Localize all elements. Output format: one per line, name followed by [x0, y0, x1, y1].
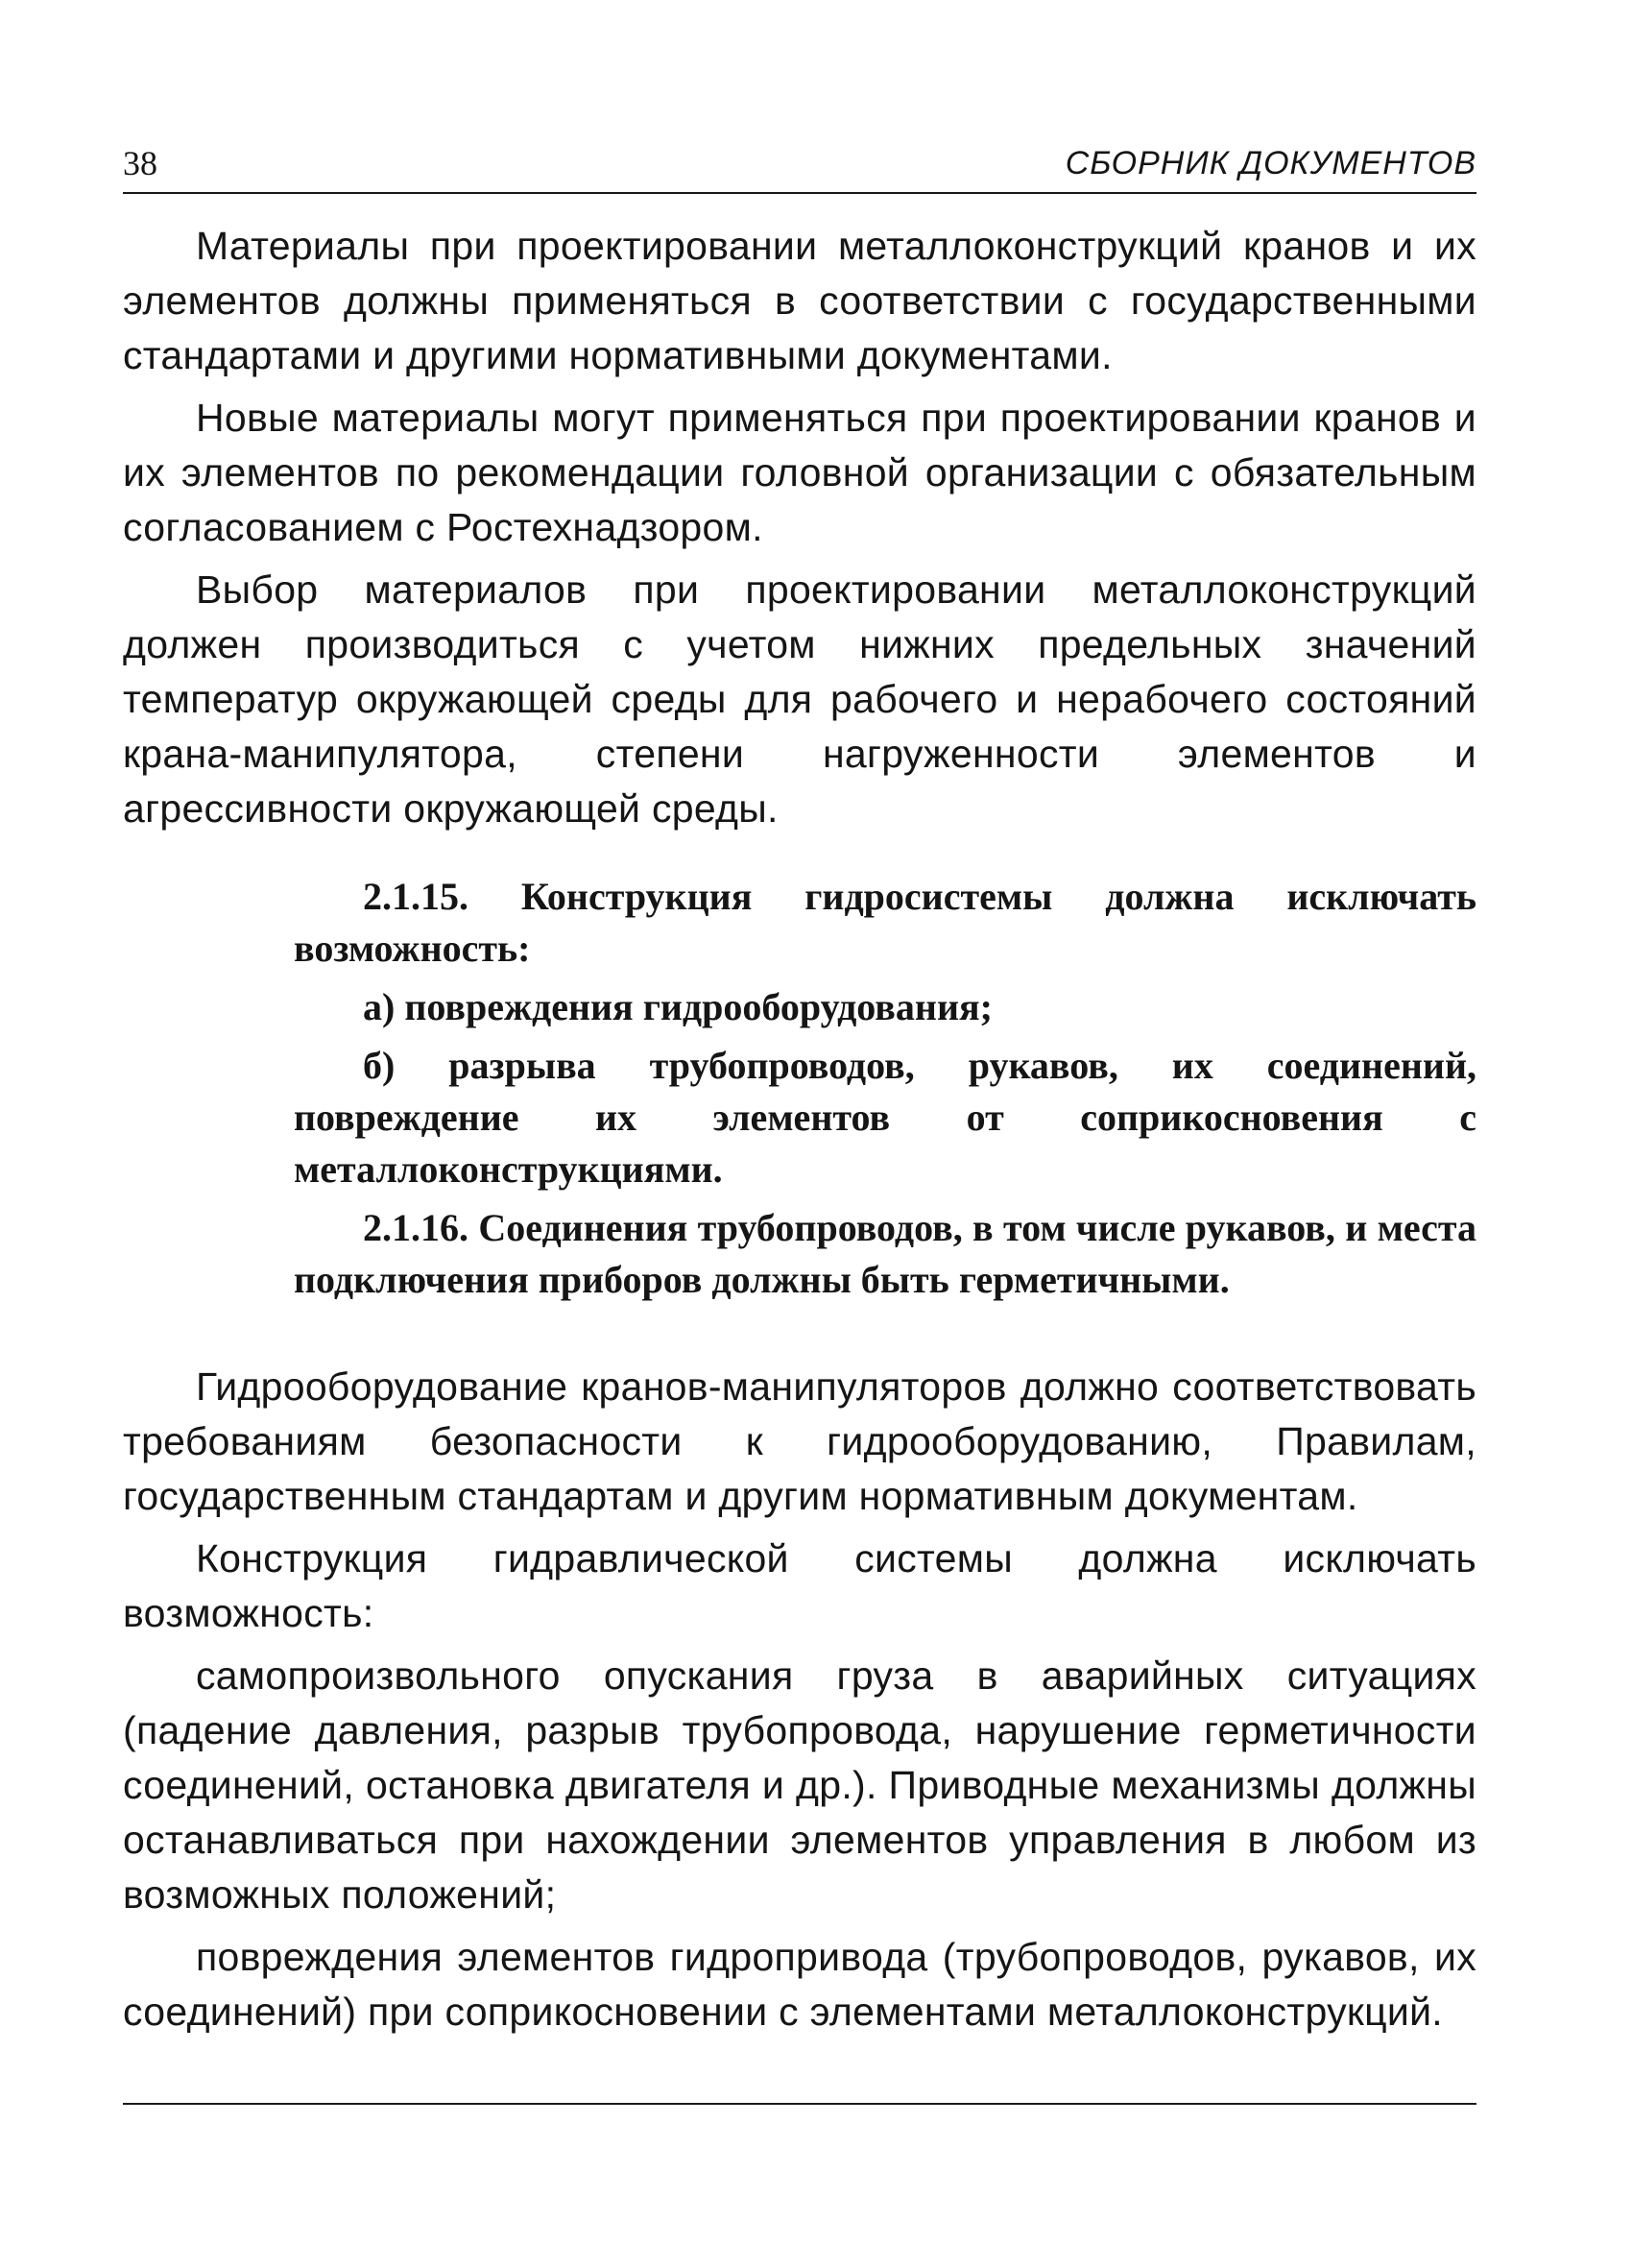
paragraph-material-selection: Выбор материалов при проектировании металлоконструкций должен производиться с учетом нижних предельных значений температур окружающей среды для рабочего и нерабочего состояний крана-манипулятора, степени нагруженности элементов и агрессивности окружающей среды. — [123, 567, 1476, 831]
requirement-2-1-16: 2.1.16. Соединения трубопроводов, в том числе рукавов, и места подключения приборов должны быть герметичными. — [294, 1206, 1476, 1301]
requirement-item-a: а) повреждения гидрооборудования; — [363, 985, 993, 1028]
requirement-2-1-15: 2.1.15. Конструкция гидросистемы должна исключать возможность: — [294, 875, 1476, 970]
page-header — [123, 144, 1476, 194]
body-text — [123, 219, 1476, 2047]
requirements-block — [294, 871, 1476, 1306]
paragraph-hydraulic-system: Конструкция гидравлической системы должна исключать возможность: — [123, 1536, 1476, 1635]
page-number: 38 — [123, 144, 157, 182]
paragraph-drive-damage: повреждения элементов гидропривода (трубопроводов, рукавов, их соединений) при соприкосновении с элементами металлоконструкций. — [123, 1935, 1476, 2034]
footer-rule — [123, 2103, 1476, 2105]
running-head: СБОРНИК ДОКУМЕНТОВ — [1065, 145, 1476, 181]
requirement-item-b: б) разрыва трубопроводов, рукавов, их соединений, повреждение их элементов от соприкосновения с металлоконструкциями. — [294, 1044, 1476, 1191]
paragraph-load-lowering: самопроизвольного опускания груза в аварийных ситуациях (падение давления, разрыв трубопровода, нарушение герметичности соединений, остановка двигателя и др.). Приводные механизмы должны останавливаться при нахождении элементов управления в любом из возможных положений; — [123, 1653, 1476, 1917]
paragraph-materials: Материалы при проектировании металлоконструкций кранов и их элементов должны применяться в соответствии с государственными стандартами и другими нормативными документами. — [123, 224, 1476, 377]
paragraph-new-materials: Новые материалы могут применяться при проектировании кранов и их элементов по рекомендации головной организации с обязательным согласованием с Ростехнадзором. — [123, 396, 1476, 549]
paragraph-hydraulic-equipment: Гидрооборудование кранов-манипуляторов должно соответствовать требованиям безопасности к гидрооборудованию, Правилам, государственным стандартам и другим нормативным документам. — [123, 1364, 1476, 1518]
